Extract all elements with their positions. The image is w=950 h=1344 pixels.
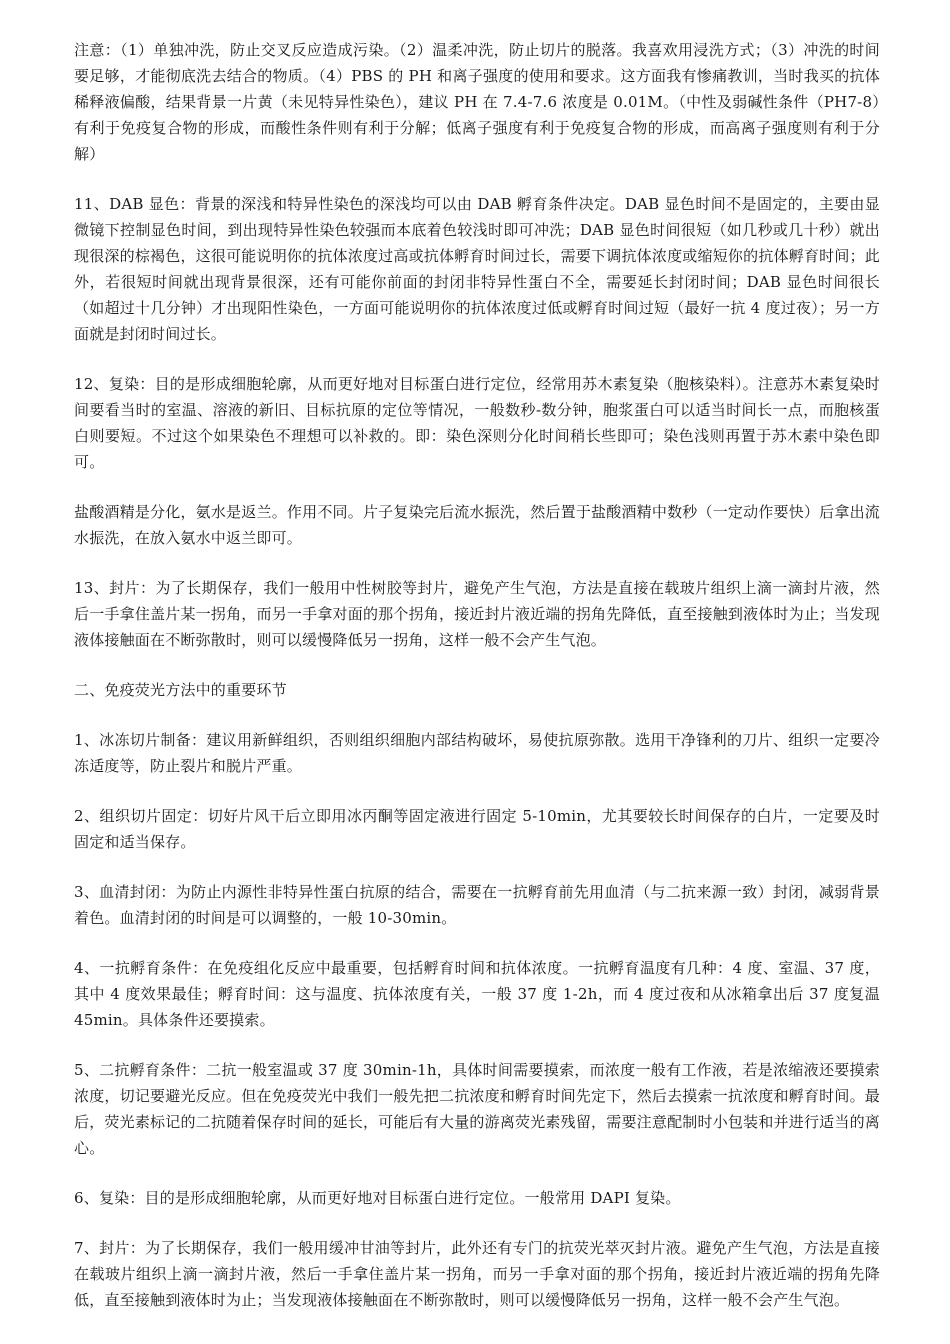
- dab-staining-paragraph: 11、DAB 显色：背景的深浅和特异性染色的深浅均可以由 DAB 孵育条件决定。DAB 显色时间不是固定的，主要由显微镜下控制显色时间，到出现特异性染色较强而本底着色较浅时即可冲洗；DAB 显色时间很短（如几秒或几十秒）就出现很深的棕褐色，这很可能说明你的抗体浓度过高或抗体孵育时间过长，需要下调抗体浓度或缩短你的抗体孵育时间；此外，若很短时间就出现背景很深，还有可能你前面的封闭非特异性蛋白不全，需要延长封闭时间；DAB 显色时间很长（如超过十几分钟）才出现阳性染色，一方面可能说明你的抗体浓度过低或孵育时间过短（最好一抗 4 度过夜）；另一方面就是封闭时间过长。: [74, 195, 880, 343]
- acid-alcohol-paragraph: 盐酸酒精是分化，氨水是返兰。作用不同。片子复染完后流水振洗，然后置于盐酸酒精中数秒（一定动作要快）后拿出流水振洗，在放入氨水中返兰即可。: [74, 503, 880, 547]
- secondary-antibody-paragraph: 5、二抗孵育条件：二抗一般室温或 37 度 30min-1h，具体时间需要摸索，而浓度一般有工作液，若是浓缩液还要摸索浓度，切记要避光反应。但在免疫荧光中我们一般先把二抗浓度和孵育时间先定下，然后去摸索一抗浓度和孵育时间。最后，荧光素标记的二抗随着保存时间的延长，可能后有大量的游离荧光素残留，需要注意配制时小包装和并进行适当的离心。: [74, 1061, 880, 1157]
- document-page: [74, 37, 880, 1337]
- fixation-paragraph: 2、组织切片固定：切好片风干后立即用冰丙酮等固定液进行固定 5-10min，尤其要较长时间保存的白片，一定要及时固定和适当保存。: [74, 807, 880, 851]
- counterstain-paragraph: 12、复染：目的是形成细胞轮廓，从而更好地对目标蛋白进行定位，经常用苏木素复染（胞核染料）。注意苏木素复染时间要看当时的室温、溶液的新旧、目标抗原的定位等情况，一般数秒-数分钟，胞浆蛋白可以适当时间长一点，而胞核蛋白则要短。不过这个如果染色不理想可以补救的。即：染色深则分化时间稍长些即可；染色浅则再置于苏木素中染色即可。: [74, 375, 880, 471]
- primary-antibody-paragraph: 4、一抗孵育条件：在免疫组化反应中最重要，包括孵育时间和抗体浓度。一抗孵育温度有几种：4 度、室温、37 度，其中 4 度效果最佳；孵育时间：这与温度、抗体浓度有关，一般 37 度 1-2h，而 4 度过夜和从冰箱拿出后 37 度复温 45min。具体条件还要摸索。: [74, 959, 880, 1029]
- serum-blocking-paragraph: 3、血清封闭：为防止内源性非特异性蛋白抗原的结合，需要在一抗孵育前先用血清（与二抗来源一致）封闭，减弱背景着色。血清封闭的时间是可以调整的，一般 10-30min。: [74, 883, 880, 927]
- dapi-counterstain-paragraph: 6、复染：目的是形成细胞轮廓，从而更好地对目标蛋白进行定位。一般常用 DAPI 复染。: [74, 1189, 681, 1207]
- section-heading-immunofluorescence: 二、免疫荧光方法中的重要环节: [74, 681, 287, 699]
- mounting-paragraph: 13、封片：为了长期保存，我们一般用中性树胶等封片，避免产生气泡，方法是直接在载玻片组织上滴一滴封片液，然后一手拿住盖片某一拐角，而另一手拿对面的那个拐角，接近封片液近端的拐角先降低，直至接触到液体时为止；当发现液体接触面在不断弥散时，则可以缓慢降低另一拐角，这样一般不会产生气泡。: [74, 579, 880, 649]
- fluorescence-mounting-paragraph: 7、封片：为了长期保存，我们一般用缓冲甘油等封片，此外还有专门的抗荧光萃灭封片液。避免产生气泡，方法是直接在载玻片组织上滴一滴封片液，然后一手拿住盖片某一拐角，而另一手拿对面的那个拐角，接近封片液近端的拐角先降低，直至接触到液体时为止；当发现液体接触面在不断弥散时，则可以缓慢降低另一拐角，这样一般不会产生气泡。: [74, 1239, 880, 1309]
- frozen-section-paragraph: 1、冰冻切片制备：建议用新鲜组织，否则组织细胞内部结构破坏，易使抗原弥散。选用干净锋利的刀片、组织一定要冷冻适度等，防止裂片和脱片严重。: [74, 731, 880, 775]
- washing-notes-paragraph: 注意：（1）单独冲洗，防止交叉反应造成污染。（2）温柔冲洗，防止切片的脱落。我喜欢用浸洗方式；（3）冲洗的时间要足够，才能彻底洗去结合的物质。（4）PBS 的 PH 和离子强度的使用和要求。这方面我有惨痛教训，当时我买的抗体稀释液偏酸，结果背景一片黄（未见特异性染色），建议 PH 在 7.4-7.6 浓度是 0.01M。（中性及弱碱性条件（PH7-8）有利于免疫复合物的形成，而酸性条件则有利于分解；低离子强度有利于免疫复合物的形成，而高离子强度则有利于分解）: [74, 41, 880, 163]
